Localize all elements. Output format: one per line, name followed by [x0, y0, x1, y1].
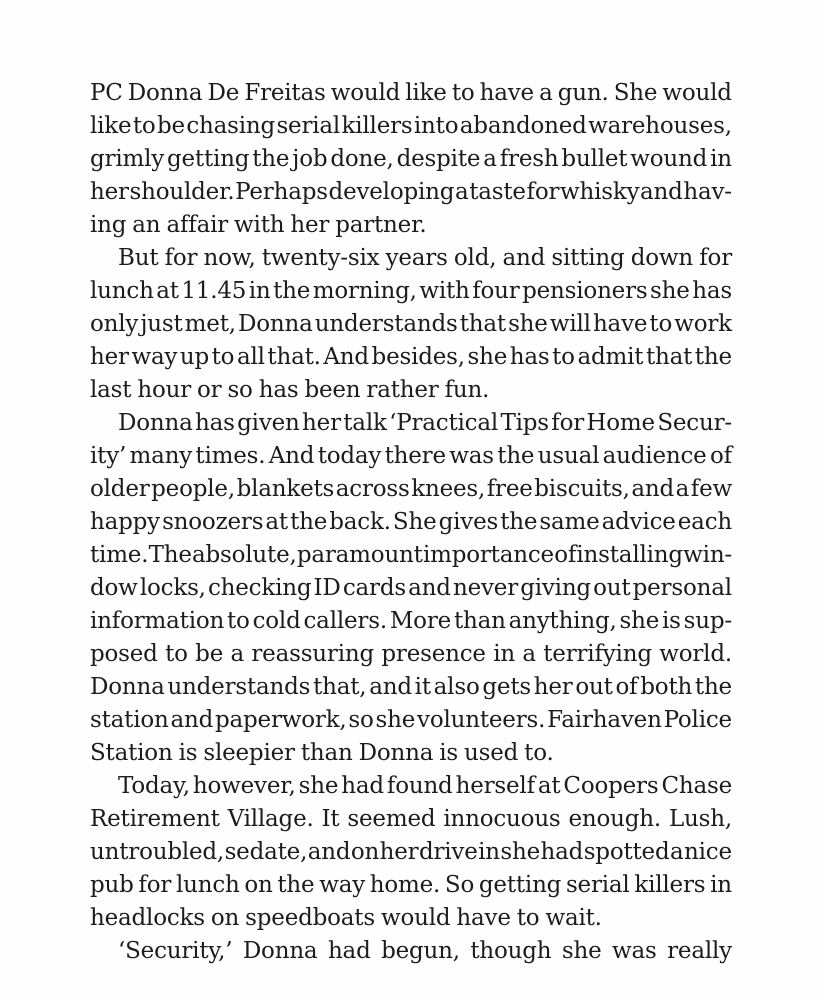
text-line: headlocks on speedboats would have to wait. — [90, 905, 602, 931]
text-line: time. The absolute, paramount importance of installing win- — [90, 542, 732, 568]
text-line: ‘Security,’ Donna had begun, though she was really — [118, 938, 732, 964]
body-text — [90, 77, 732, 968]
text-line: Station is sleepier than Donna is used to. — [90, 740, 554, 766]
text-line: only just met, Donna understands that she will have to work — [90, 311, 732, 337]
text-line: older people, blankets across knees, free biscuits, and a few — [90, 476, 732, 502]
text-line: Donna understands that, and it also gets her out of both the — [90, 674, 732, 700]
paragraph-1 — [90, 77, 732, 242]
text-line: her shoulder. Perhaps developing a taste for whisky and hav- — [90, 179, 732, 205]
text-line: posed to be a reassuring presence in a terrifying world. — [90, 641, 732, 667]
text-line: station and paperwork, so she volunteers. Fairhaven Police — [90, 707, 732, 733]
text-line: information to cold callers. More than anything, she is sup- — [90, 608, 732, 634]
paragraph-5 — [90, 935, 732, 968]
text-line: Retirement Village. It seemed innocuous enough. Lush, — [90, 806, 732, 832]
paragraph-4 — [90, 770, 732, 935]
text-line: last hour or so has been rather fun. — [90, 377, 490, 403]
text-line: happy snoozers at the back. She gives the same advice each — [90, 509, 732, 535]
paragraph-3 — [90, 407, 732, 770]
text-line: pub for lunch on the way home. So getting serial killers in — [90, 872, 732, 898]
text-line: grimly getting the job done, despite a fresh bullet wound in — [90, 146, 732, 172]
paragraph-2 — [90, 242, 732, 407]
text-line: Donna has given her talk ‘Practical Tips for Home Secur- — [118, 410, 732, 436]
text-line: PC Donna De Freitas would like to have a gun. She would — [90, 80, 732, 106]
text-line: lunch at 11.45 in the morning, with four pensioners she has — [90, 278, 732, 304]
text-line: untroubled, sedate, and on her drive in she had spotted a nice — [90, 839, 732, 865]
text-line: ity’ many times. And today there was the usual audience of — [90, 443, 732, 469]
text-line: Today, however, she had found herself at Coopers Chase — [118, 773, 732, 799]
text-line: dow locks, checking ID cards and never giving out personal — [90, 575, 732, 601]
text-line: ing an affair with her partner. — [90, 212, 427, 238]
text-line: like to be chasing serial killers into abandoned warehouses, — [90, 113, 732, 139]
text-line: But for now, twenty-six years old, and sitting down for — [118, 245, 732, 271]
text-line: her way up to all that. And besides, she has to admit that the — [90, 344, 732, 370]
